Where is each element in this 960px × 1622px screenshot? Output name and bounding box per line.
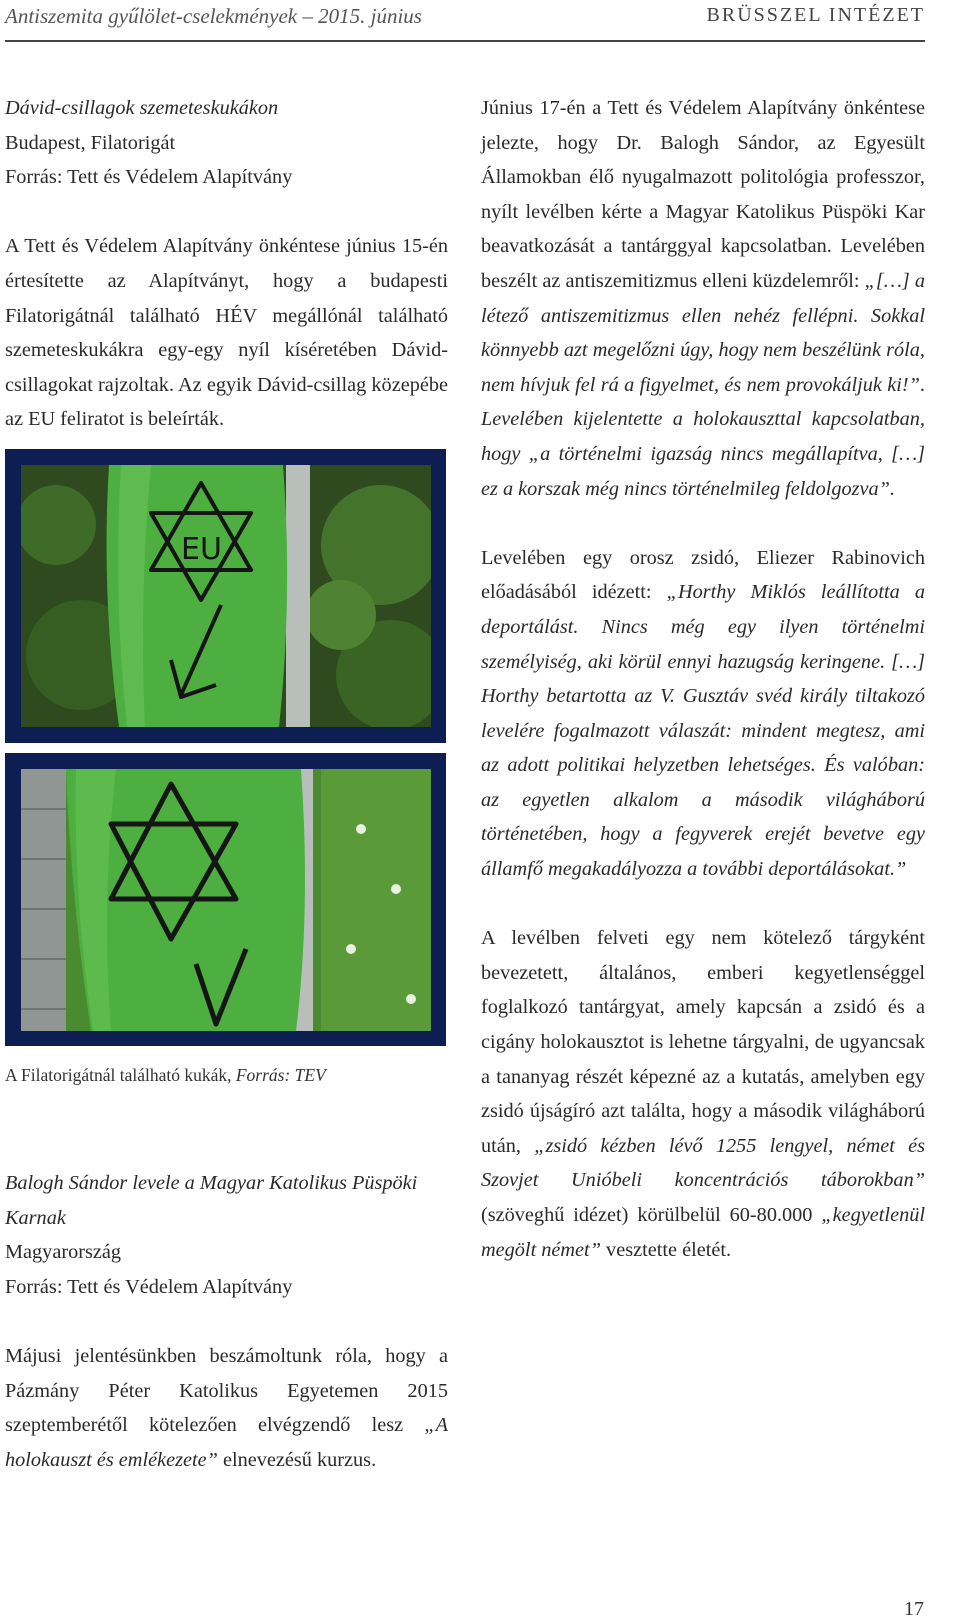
photo-bin-star [5,753,446,1046]
right-p1-text: Június 17-én a Tett és Védelem Alapítvány önkéntese jelezte, hogy Dr. Balogh Sándor, az Egyesült Államokban élő nyugalmazott politológia professzor, nyílt levélben kérte a Magyar Katolikus Püspöki Kar beavatkozását a tantárggyal kapcsolatban. Levelében beszélt az antiszemitizmus elleni küzdelemről: [481,97,925,292]
article-2-body-text: Májusi jelentésünkben beszámoltunk róla, hogy a Pázmány Péter Katolikus Egyetemen 2015 szeptemberétől kötelezően elvégzendő lesz [5,1344,448,1437]
photo-graffiti-text: EU [181,532,222,567]
article-2-continued [481,91,925,1267]
right-p3-quote-1: „zsidó kézben lévő 1255 lengyel, német és Szovjet Unióbeli koncentrációs táborokban” [481,1134,925,1192]
right-p1-separator: . [919,373,925,396]
right-p1-quote-2: Levelében kijelentette a holokauszttal kapcsolatban, hogy „a történelmi igazság nincs megállapítva, […] ez a korszak még nincs történelmileg feldolgozva”. [481,408,925,500]
photo-bin-eu-star [5,449,446,743]
page-number: 17 [904,1598,924,1620]
article-2-body-end: elnevezésű kurzus. [217,1448,377,1471]
photo-1-image [21,465,431,727]
right-paragraph-2 [481,541,925,887]
article-1-location: Budapest, Filatorigát [5,131,176,154]
photo-2-image [21,769,431,1031]
photo-caption-text: A Filatorigátnál található kukák, [5,1065,236,1085]
right-p1-quote-1: „[…] a létező antiszemitizmus ellen nehéz fellépni. Sokkal könnyebb azt megelőzni úgy, hogy nem beszélünk róla, nem hívjuk fel rá a figyelmet, és nem provokáljuk ki!” [481,269,925,396]
right-paragraph-1 [481,91,925,506]
right-p2-text: Levelében egy orosz zsidó, Eliezer Rabinovich előadásából idézett: [481,546,925,604]
photo-caption [5,1065,326,1086]
header-report-title: Antiszemita gyűlölet-cselekmények – 2015. június [5,4,422,28]
right-p3-text: A levélben felveti egy nem kötelező tárgyként bevezetett, általános, emberi kegyetlenséggel foglalkozó tantárgyat, amely kapcsán a zsidó és a cigány holokausztot is lehetne tárgyalni, de ugyancsak a tananyag részét képezné az a kutatás, amelyben egy zsidó újságíró azt találta, hogy a második világháború után, [481,927,925,1157]
article-1-source: Forrás: Tett és Védelem Alapítvány [5,166,293,189]
right-paragraph-3 [481,921,925,1267]
article-2-source: Forrás: Tett és Védelem Alapítvány [5,1275,293,1298]
article-2-location: Magyarország [5,1241,122,1264]
page-header [5,0,925,34]
right-p3-end: vesztette életét. [600,1238,732,1261]
article-2 [5,1166,448,1477]
article-1 [5,91,448,437]
right-p3-quote-2: „kegyetlenül megölt német” [481,1204,925,1261]
article-1-title: Dávid-csillagok szemeteskukákon [5,97,279,119]
article-2-course-title: „A holokauszt és emlékezete” [5,1414,448,1471]
header-divider [5,40,925,42]
header-publisher: BRÜSSZEL INTÉZET [706,4,925,26]
photo-caption-source: Forrás: TEV [235,1065,326,1085]
article-2-title: Balogh Sándor levele a Magyar Katolikus Püspöki Karnak [5,1172,418,1229]
right-p2-quote: „Horthy Miklós leállította a deportálást. Nincs még egy ilyen történelmi személyiség, aki körül ennyi hazugság keringene. […] Horthy betartotta az V. Gusztáv svéd király tiltakozó levelére fogalmazott válaszát: mindent megtesz, ami az adott politikai helyzetben lehetséges. És valóban: az egyetlen alkalom a második világháború történetében, hogy a fegyverek erejét bevetve egy államfő megakadályozza a további deportálásokat.” [481,581,925,881]
right-p3-mid: (szöveghű idézet) körülbelül 60-80.000 [481,1204,822,1226]
article-2-body [5,1339,448,1477]
article-1-body: A Tett és Védelem Alapítvány önkéntese június 15-én értesítette az Alapítványt, hogy a budapesti Filatorigátnál található HÉV megállónál található szemeteskukákra egy-egy nyíl kíséretében Dávid-csillagokat rajzoltak. Az egyik Dávid-csillag közepébe az EU feliratot is beleírták. [5,235,448,431]
